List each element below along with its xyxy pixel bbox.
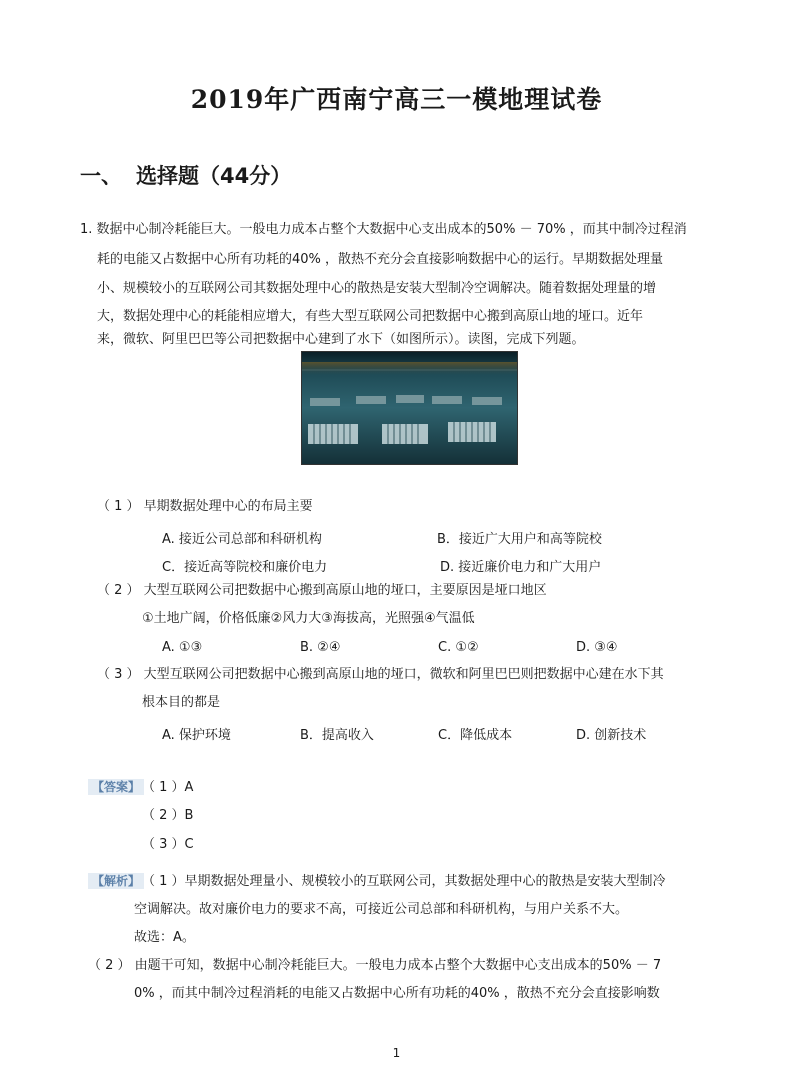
answer-2: （ 2 ）B — [142, 808, 194, 823]
sub2-option-b: B. ②④ — [300, 640, 341, 655]
sub2-option-d: D. ③④ — [576, 640, 618, 655]
sub2-option-a: A. ①③ — [162, 640, 203, 655]
sub3-stem: （ 3 ） 大型互联网公司把数据中心搬到高原山地的垭口，微软和阿里巴巴则把数据中心建在水下其 — [97, 667, 664, 682]
question-line-1: 1. 数据中心制冷耗能巨大。一般电力成本占整个大数据中心支出成本的50% － 70% ，而其中制冷过程消 — [80, 222, 687, 237]
sub3-option-a: A. 保护环境 — [162, 728, 231, 743]
section-heading — [80, 160, 291, 190]
answer-3: （ 3 ）C — [142, 837, 194, 852]
answer-badge: 【答案】 — [88, 779, 144, 795]
sub3-option-b: B．提高收入 — [300, 728, 374, 743]
section-label: 选择题（44分） — [136, 164, 292, 188]
analysis-line-1: （ 1 ）早期数据处理量小、规模较小的互联网公司，其数据处理中心的散热是安装大型制冷 — [142, 874, 666, 889]
question-line-3: 小、规模较小的互联网公司其数据处理中心的散热是安装大型制冷空调解决。随着数据处理量的增 — [97, 281, 657, 296]
datacenter-illustration — [302, 352, 517, 464]
analysis-line-4: （ 2 ） 由题干可知，数据中心制冷耗能巨大。一般电力成本占整个大数据中心支出成本的50% － 7 — [88, 958, 662, 973]
analysis-line-3: 故选：A。 — [134, 930, 195, 945]
analysis-line-5: 0% ，而其中制冷过程消耗的电能又占数据中心所有功耗的40% ，散热不充分会直接影响数 — [134, 986, 660, 1001]
underwater-datacenter-image — [301, 351, 518, 465]
page-title: 2019年广西南宁高三一模地理试卷 — [190, 85, 603, 114]
sub3-option-d: D. 创新技术 — [576, 728, 647, 743]
analysis-badge: 【解析】 — [88, 873, 144, 889]
sub1-option-b: B．接近广大用户和高等院校 — [437, 532, 602, 547]
question-line-5: 来，微软、阿里巴巴等公司把数据中心建到了水下（如图所示）。读图，完成下列题。 — [97, 332, 585, 347]
analysis-line-2: 空调解决。故对廉价电力的要求不高，可接近公司总部和科研机构，与用户关系不大。 — [134, 902, 629, 917]
page-number: 1 — [392, 1046, 401, 1060]
question-line-4: 大，数据处理中心的耗能相应增大，有些大型互联网公司把数据中心搬到高原山地的垭口。近年 — [97, 309, 644, 324]
sub3-stem-continued: 根本目的都是 — [142, 695, 221, 710]
sub1-option-d: D. 接近廉价电力和广大用户 — [440, 560, 602, 575]
sub1-option-c: C．接近高等院校和廉价电力 — [162, 560, 328, 575]
sub2-option-c: C. ①② — [438, 640, 479, 655]
sub2-stem: （ 2 ） 大型互联网公司把数据中心搬到高原山地的垭口，主要原因是垭口地区 — [97, 583, 547, 598]
section-number: 一、 — [80, 164, 122, 188]
sub2-factors: ①土地广阔，价格低廉②风力大③海拔高，光照强④气温低 — [142, 611, 475, 626]
sub1-stem: （ 1 ） 早期数据处理中心的布局主要 — [97, 499, 313, 514]
question-line-2: 耗的电能又占数据中心所有功耗的40% ，散热不充分会直接影响数据中心的运行。早期数据处理量 — [97, 252, 664, 267]
sub1-option-a: A. 接近公司总部和科研机构 — [162, 532, 322, 547]
sub3-option-c: C．降低成本 — [438, 728, 513, 743]
answer-1: （ 1 ）A — [142, 780, 194, 795]
